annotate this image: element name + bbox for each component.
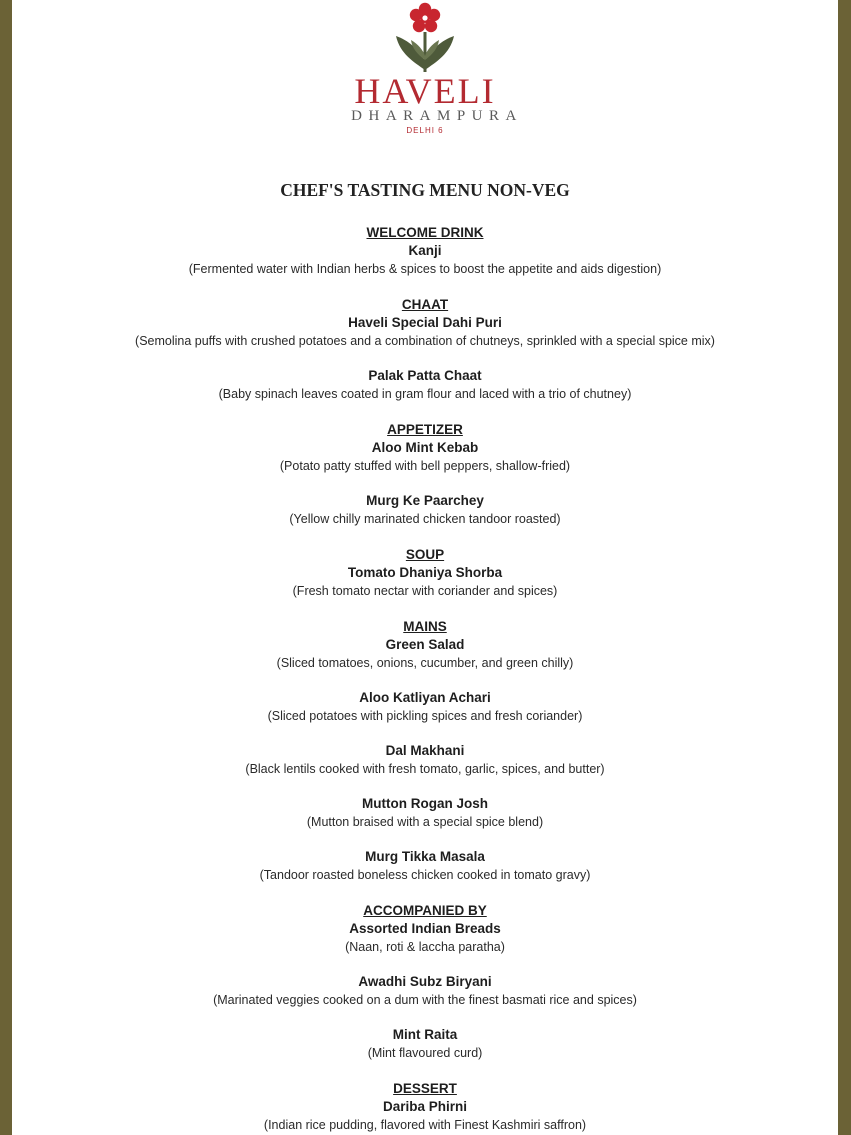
- menu-item: [12, 1098, 838, 1134]
- dish-name: Mutton Rogan Josh: [362, 796, 488, 811]
- dish-name: Green Salad: [385, 637, 465, 652]
- dish-name: Assorted Indian Breads: [349, 921, 501, 936]
- section-heading: SOUP: [405, 547, 445, 562]
- dish-description: (Baby spinach leaves coated in gram flour and laced with a trio of chutney): [218, 387, 632, 401]
- menu-item: [12, 920, 838, 956]
- dish-description: (Fresh tomato nectar with coriander and spices): [292, 584, 558, 598]
- dish-description: (Naan, roti & laccha paratha): [345, 940, 505, 954]
- menu-item: [12, 314, 838, 350]
- brand-city: DELHI 6: [406, 126, 444, 135]
- dish-description: (Sliced potatoes with pickling spices and fresh coriander): [267, 709, 583, 723]
- menu-body: [12, 223, 838, 1135]
- dish-description: (Sliced tomatoes, onions, cucumber, and green chilly): [276, 656, 574, 670]
- dish-description: (Yellow chilly marinated chicken tandoor roasted): [289, 512, 561, 526]
- section-heading: CHAAT: [401, 297, 449, 312]
- menu-title: CHEF'S TASTING MENU NON-VEG: [280, 180, 570, 200]
- dish-name: Mint Raita: [392, 1027, 458, 1042]
- menu-item: [12, 439, 838, 475]
- dish-name: Palak Patta Chaat: [368, 368, 482, 383]
- dish-description: (Semolina puffs with crushed potatoes and a combination of chutneys, sprinkled with a special spice mix): [135, 334, 715, 348]
- menu-item: [12, 1026, 838, 1062]
- menu-item: [12, 492, 838, 528]
- dish-name: Murg Ke Paarchey: [366, 493, 484, 508]
- section-heading: DESSERT: [393, 1081, 457, 1096]
- dish-name: Murg Tikka Masala: [365, 849, 485, 864]
- dish-name: Kanji: [408, 243, 442, 258]
- dish-name: Tomato Dhaniya Shorba: [347, 565, 503, 580]
- menu-item: [12, 742, 838, 778]
- section-heading: APPETIZER: [387, 422, 463, 437]
- menu-section: [12, 901, 838, 1062]
- menu-section: [12, 295, 838, 403]
- menu-item: [12, 795, 838, 831]
- menu-page: [12, 0, 838, 1135]
- menu-section: [12, 420, 838, 528]
- dish-name: Dal Makhani: [385, 743, 465, 758]
- brand-subtitle: DHARAMPURA: [351, 108, 523, 124]
- menu-item: [12, 973, 838, 1009]
- menu-item: [12, 242, 838, 278]
- dish-description: (Black lentils cooked with fresh tomato, garlic, spices, and butter): [245, 762, 605, 776]
- menu-item: [12, 564, 838, 600]
- dish-name: Aloo Mint Kebab: [371, 440, 479, 455]
- dish-description: (Tandoor roasted boneless chicken cooked in tomato gravy): [259, 868, 591, 882]
- menu-item: [12, 636, 838, 672]
- dish-description: (Potato patty stuffed with bell peppers, shallow-fried): [279, 459, 571, 473]
- menu-item: [12, 848, 838, 884]
- dish-name: Dariba Phirni: [382, 1099, 468, 1114]
- menu-section: [12, 617, 838, 884]
- section-heading: MAINS: [403, 619, 447, 634]
- dish-description: (Indian rice pudding, flavored with Finest Kashmiri saffron): [263, 1118, 587, 1132]
- dish-description: (Mint flavoured curd): [367, 1046, 483, 1060]
- menu-item: [12, 689, 838, 725]
- menu-item: [12, 367, 838, 403]
- menu-section: [12, 545, 838, 600]
- dish-name: Awadhi Subz Biryani: [358, 974, 492, 989]
- menu-section: [12, 223, 838, 278]
- brand-name: HAVELI: [354, 71, 496, 111]
- section-heading: ACCOMPANIED BY: [363, 903, 487, 918]
- haveli-logo: [12, 0, 838, 140]
- dish-description: (Marinated veggies cooked on a dum with the finest basmati rice and spices): [213, 993, 637, 1007]
- dish-name: Aloo Katliyan Achari: [359, 690, 491, 705]
- section-heading: WELCOME DRINK: [366, 225, 484, 240]
- red-flower-icon: [384, 2, 466, 76]
- menu-section: [12, 1079, 838, 1134]
- dish-name: Haveli Special Dahi Puri: [348, 315, 502, 330]
- dish-description: (Mutton braised with a special spice blend): [306, 815, 544, 829]
- dish-description: (Fermented water with Indian herbs & spices to boost the appetite and aids digestion): [188, 262, 662, 276]
